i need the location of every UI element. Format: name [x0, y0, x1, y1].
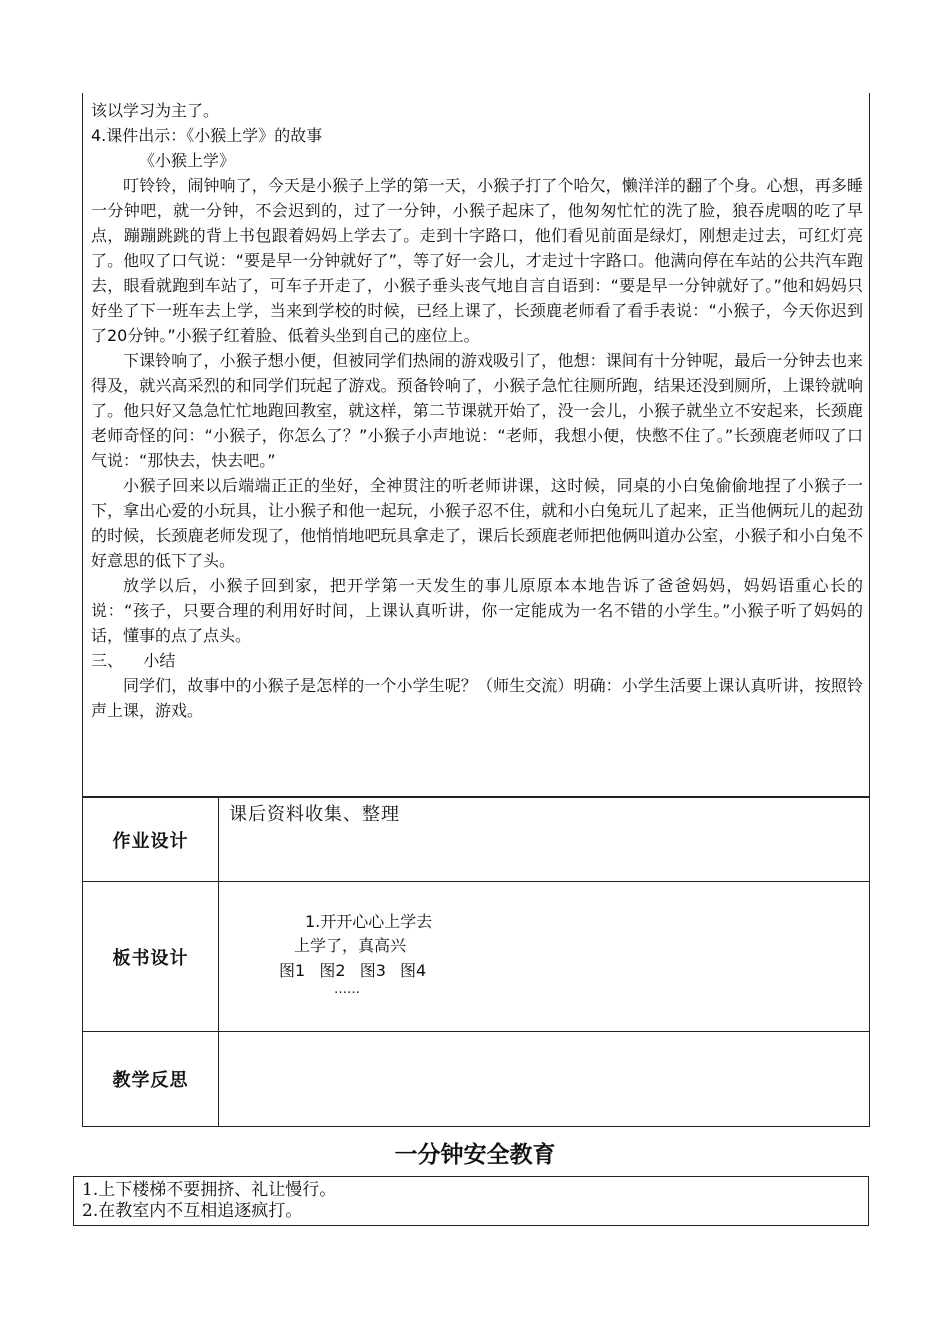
board-design: [219, 882, 869, 1031]
lesson-plan-table: [82, 797, 870, 1127]
reflection-row: [83, 1032, 870, 1127]
homework-text: 课后资料收集、整理: [229, 804, 400, 825]
reflection-label: 教学反思: [83, 1032, 219, 1127]
board-line-4: ……: [334, 982, 360, 997]
safety-box: [73, 1176, 869, 1226]
story-paragraph-2: 下课铃响了，小猴子想小便，但被同学们热闹的游戏吸引了，他想：课间有十分钟呢，最后一分钟去也来得及，就兴高采烈的和同学们玩起了游戏。预备铃响了，小猴子急忙往厕所跑，结果还没到厕所，上课铃就响了。他只好又急急忙忙地跑回教室，就这样，第二节课就开始了，没一会儿，小猴子就坐立不安起来，长颈鹿老师奇怪的问：“小猴子，你怎么了？”小猴子小声地说：“老师，我想小便，快憋不住了。”长颈鹿老师叹了口气说：“那快去，快去吧。”: [91, 351, 863, 470]
homework-label: 作业设计: [83, 798, 219, 882]
safety-item-2: 2.在教室内不互相追逐疯打。: [82, 1201, 303, 1221]
reflection-cell: [219, 1032, 870, 1127]
board-row: [83, 882, 870, 1032]
safety-title: 一分钟安全教育: [394, 1142, 556, 1168]
lead-text: 该以学习为主了。: [91, 101, 220, 120]
board-line-3: 图1 图2 图3 图4: [279, 961, 427, 980]
board-line-2: 上学了，真高兴: [294, 936, 407, 955]
board-label: 板书设计: [83, 882, 219, 1032]
homework-row: [83, 798, 870, 882]
story-title: 《小猴上学》: [139, 151, 236, 170]
safety-item-1: 1.上下楼梯不要拥挤、礼让慢行。: [82, 1180, 337, 1200]
board-line-1: 1.开开心心上学去: [305, 912, 433, 931]
story-paragraph-4: 放学以后，小猴子回到家，把开学第一天发生的事儿原原本本地告诉了爸爸妈妈，妈妈语重心长的说：“孩子，只要合理的利用好时间，上课认真听讲，你一定能成为一名不错的小学生。”小猴子听了妈妈的话，懂事的点了点头。: [91, 576, 863, 645]
board-cell: [219, 882, 870, 1032]
story-paragraph-1: 叮铃铃，闹钟响了，今天是小猴子上学的第一天，小猴子打了个哈欠，懒洋洋的翻了个身。心想，再多睡一分钟吧，就一分钟，不会迟到的，过了一分钟，小猴子起床了，他匆匆忙忙的洗了脸，狼吞虎咽的吃了早点，蹦蹦跳跳的背上书包跟着妈妈上学去了。走到十字路口，他们看见前面是绿灯，刚想走过去，可红灯亮了。他叹了口气说：“要是早一分钟就好了”，等了好一会儿，才走过十字路口。他满向停在车站的公共汽车跑去，眼看就跑到车站了，可车子开走了，小猴子垂头丧气地自言自语到：“要是早一分钟就好了。”他和妈妈只好坐了下一班车去上学，当来到学校的时候，已经上课了，长颈鹿老师看了看手表说：“小猴子，今天你迟到了20分钟。”小猴子红着脸、低着头坐到自己的座位上。: [91, 176, 863, 345]
story-paragraph-3: 小猴子回来以后端端正正的坐好，全神贯注的听老师讲课，这时候，同桌的小白兔偷偷地捏了小猴子一下，拿出心爱的小玩具，让小猴子和他一起玩，小猴子忍不住，就和小白兔玩儿了起来，正当他俩玩儿的起劲的时候，长颈鹿老师发现了，他悄悄地吧玩具拿走了，课后长颈鹿老师把他俩叫道办公室，小猴子和小白兔不好意思的低下了头。: [91, 476, 863, 570]
section-3-heading: 三、 小结: [91, 651, 176, 670]
summary-text: 同学们，故事中的小猴子是怎样的一个小学生呢？（师生交流）明确：小学生活要上课认真听讲，按照铃声上课，游戏。: [91, 676, 863, 720]
story-cell: [82, 93, 870, 797]
homework-cell: [219, 798, 870, 882]
section-4-heading: 4.课件出示：《小猴上学》的故事: [91, 126, 323, 145]
